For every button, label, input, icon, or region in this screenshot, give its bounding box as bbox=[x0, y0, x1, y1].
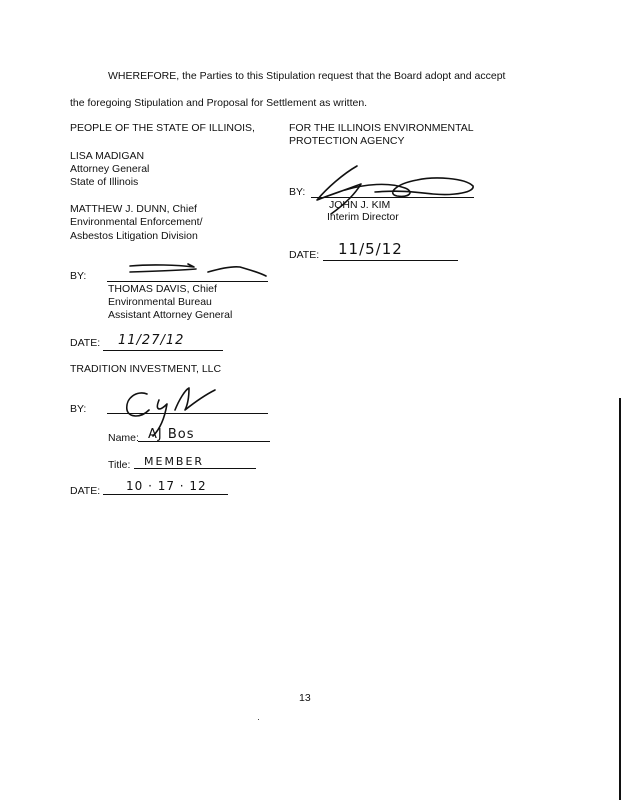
left-by-label: BY: bbox=[70, 270, 87, 282]
scan-edge-bar bbox=[619, 398, 621, 800]
name-line bbox=[138, 441, 270, 442]
scan-speck bbox=[258, 719, 259, 720]
right-by-label: BY: bbox=[289, 186, 306, 198]
left-date-line bbox=[103, 350, 223, 351]
tradition-date-value: 10 · 17 · 12 bbox=[126, 479, 207, 493]
right-date-line bbox=[323, 260, 458, 261]
tradition-signature-line bbox=[107, 413, 268, 414]
body-line-2: the foregoing Stipulation and Proposal for Settlement as written. bbox=[70, 97, 368, 109]
ag-state: State of Illinois bbox=[70, 176, 139, 188]
name-label: Name: bbox=[108, 432, 139, 444]
right-signer-title: Interim Director bbox=[327, 211, 399, 223]
signer-title: Assistant Attorney General bbox=[108, 309, 233, 321]
page-number: 13 bbox=[299, 692, 311, 704]
right-header-1: FOR THE ILLINOIS ENVIRONMENTAL bbox=[289, 122, 474, 134]
right-signature-line bbox=[311, 197, 474, 198]
body-line-1: WHEREFORE, the Parties to this Stipulation request that the Board adopt and accept bbox=[108, 70, 506, 82]
left-date-value: 11/27/12 bbox=[118, 333, 185, 348]
signer-name: THOMAS DAVIS, Chief bbox=[108, 283, 217, 295]
left-header: PEOPLE OF THE STATE OF ILLINOIS, bbox=[70, 122, 255, 134]
chief-division-2: Asbestos Litigation Division bbox=[70, 230, 198, 242]
signer-bureau: Environmental Bureau bbox=[108, 296, 212, 308]
tradition-date-label: DATE: bbox=[70, 485, 101, 497]
right-date-value: 11/5/12 bbox=[338, 240, 403, 258]
tradition-by-label: BY: bbox=[70, 403, 87, 415]
right-date-label: DATE: bbox=[289, 249, 320, 261]
chief-division-1: Environmental Enforcement/ bbox=[70, 216, 203, 228]
left-date-label: DATE: bbox=[70, 337, 101, 349]
chief-name: MATTHEW J. DUNN, Chief bbox=[70, 203, 197, 215]
title-line bbox=[134, 468, 256, 469]
right-signer-name: JOHN J. KIM bbox=[329, 199, 391, 211]
tradition-header: TRADITION INVESTMENT, LLC bbox=[70, 363, 222, 375]
right-header-2: PROTECTION AGENCY bbox=[289, 135, 405, 147]
tradition-date-line bbox=[103, 494, 228, 495]
left-signature-line bbox=[107, 281, 268, 282]
name-value: AJ Bos bbox=[148, 427, 195, 442]
title-label: Title: bbox=[108, 459, 131, 471]
ag-name: LISA MADIGAN bbox=[70, 150, 145, 162]
ag-title: Attorney General bbox=[70, 163, 150, 175]
title-value: MEMBER bbox=[144, 455, 205, 468]
